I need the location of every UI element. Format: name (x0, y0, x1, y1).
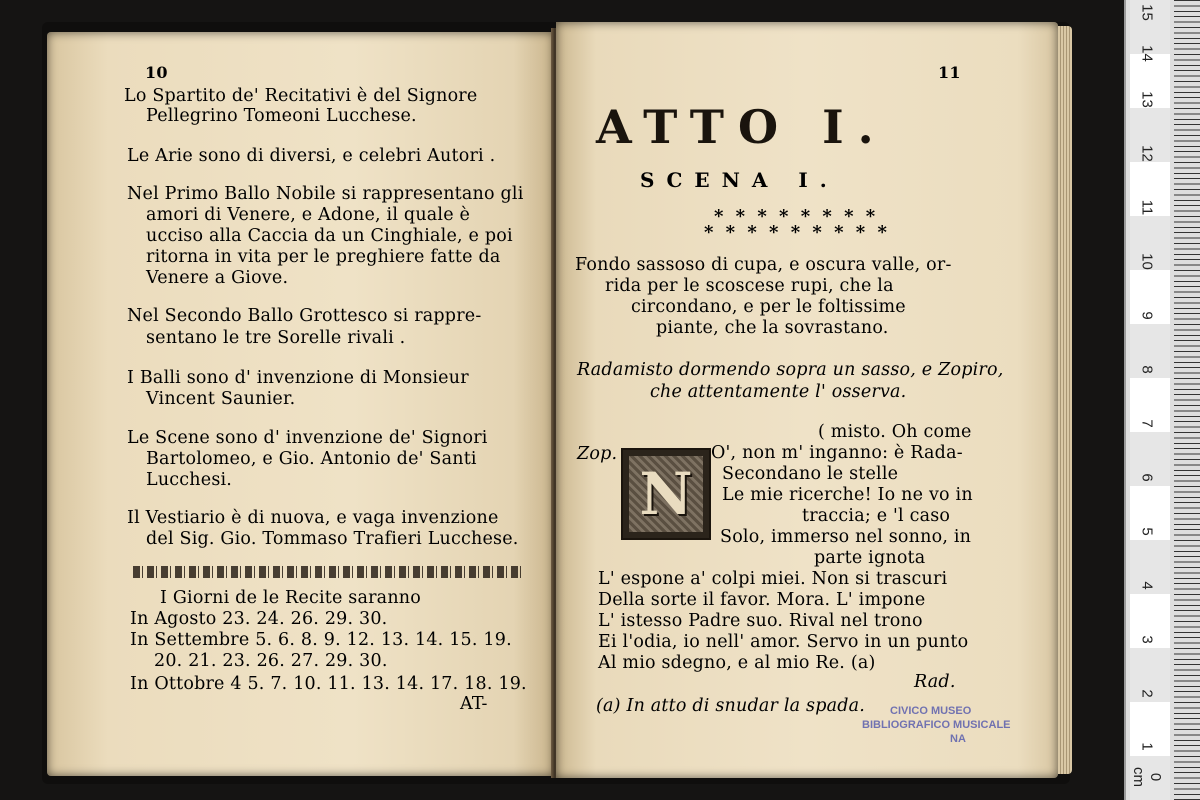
ruler-label: 3 (1138, 635, 1156, 644)
ornament-divider (133, 566, 521, 578)
ruler-label: 15 (1138, 4, 1156, 21)
ruler-label: 10 (1138, 253, 1156, 270)
left-line: Vincent Saunier. (146, 389, 296, 409)
left-line: ritorna in vita per le preghiere fatte da (146, 247, 501, 267)
verse-line: traccia; e 'l caso (802, 506, 951, 526)
left-line: Lucchesi. (146, 470, 233, 490)
stage-direction-line: Radamisto dormendo sopra un sasso, e Zopiro, (577, 360, 1004, 380)
ruler-label: 4 (1138, 581, 1156, 590)
stars-row: * * * * * * * * (714, 206, 879, 227)
left-line: Lo Spartito de' Recitativi è del Signore (124, 86, 478, 106)
measurement-ruler (1124, 0, 1200, 800)
left-line: In Settembre 5. 6. 8. 9. 12. 13. 14. 15. 19. (130, 630, 512, 650)
left-line: Pellegrino Tomeoni Lucchese. (146, 106, 417, 126)
left-line: del Sig. Gio. Tommaso Trafieri Lucchese. (146, 529, 519, 549)
ruler-label: 0 cm (1130, 767, 1164, 787)
setting-line: piante, che la sovrastano. (656, 318, 889, 338)
left-line: Nel Secondo Ballo Grottesco si rappre- (127, 306, 482, 326)
left-line: amori di Venere, e Adone, il quale è (146, 205, 471, 225)
left-line: ucciso alla Caccia da un Cinghiale, e poi (146, 226, 513, 246)
stage-direction-line: che attentamente l' osserva. (650, 382, 907, 402)
verse-line: Secondano le stelle (722, 464, 899, 484)
page-edges (1058, 26, 1072, 774)
right-page-number: 11 (938, 63, 961, 82)
library-stamp (862, 704, 1011, 746)
verse-line: L' istesso Padre suo. Rival nel trono (598, 611, 923, 631)
verse-line: parte ignota (814, 548, 926, 568)
ruler-label: 1 (1138, 742, 1156, 751)
verse-line: Della sorte il favor. Mora. L' impone (598, 590, 926, 610)
verse-line: ( misto. Oh come (818, 422, 972, 442)
ruler-label: 8 (1138, 365, 1156, 374)
verse-line: Le mie ricerche! Io ne vo in (722, 485, 973, 505)
ruler-label: 7 (1138, 419, 1156, 428)
left-line: sentano le tre Sorelle rivali . (146, 328, 406, 348)
ruler-label: 5 (1138, 527, 1156, 536)
verse-line: Solo, immerso nel sonno, in (720, 527, 972, 547)
ruler-label: 6 (1138, 473, 1156, 482)
left-line: I Balli sono d' invenzione di Monsieur (127, 368, 469, 388)
catchword-right: Rad. (914, 672, 956, 692)
stars-row: * * * * * * * * * (704, 222, 890, 243)
verse-line: Al mio sdegno, e al mio Re. (a) (598, 653, 876, 673)
ruler-label: 14 (1138, 45, 1156, 62)
setting-line: rida per le scoscese rupi, che la (605, 276, 894, 296)
speaker-label: Zop. (577, 444, 618, 464)
stamp-line: CIVICO MUSEO (890, 705, 972, 717)
left-line: I Giorni de le Recite saranno (160, 588, 421, 608)
act-title: ATTO I. (596, 100, 888, 154)
setting-line: Fondo sassoso di cupa, e oscura valle, or- (575, 255, 952, 275)
left-line: Nel Primo Ballo Nobile si rappresentano gli (127, 184, 524, 204)
footnote: (a) In atto di snudar la spada. (596, 696, 866, 716)
catchword-left: AT- (460, 694, 488, 714)
left-line: In Agosto 23. 24. 26. 29. 30. (130, 609, 388, 629)
decorated-initial (621, 448, 711, 540)
left-line: Venere a Giove. (146, 268, 289, 288)
left-line: Il Vestiario è di nuova, e vaga invenzione (127, 508, 499, 528)
ruler-label: 12 (1138, 145, 1156, 162)
left-line: Le Scene sono d' invenzione de' Signori (127, 428, 488, 448)
verse-line: Ei l'odia, io nell' amor. Servo in un punto (598, 632, 969, 652)
ruler-label: 11 (1138, 199, 1156, 216)
left-line: Bartolomeo, e Gio. Antonio de' Santi (146, 449, 477, 469)
left-line: Le Arie sono di diversi, e celebri Autori . (127, 146, 496, 166)
left-line: 20. 21. 23. 26. 27. 29. 30. (154, 651, 388, 671)
left-page-number: 10 (145, 63, 168, 82)
scene-title: SCENA I. (640, 168, 839, 192)
stamp-line: BIBLIOGRAFICO MUSICALE (862, 719, 1011, 731)
ruler-label: 13 (1138, 91, 1156, 108)
left-line: In Ottobre 4 5. 7. 10. 11. 13. 14. 17. 18. 19. (130, 674, 527, 694)
ruler-label: 9 (1138, 311, 1156, 320)
initial-letter: N (639, 460, 693, 528)
setting-line: circondano, e per le foltissime (631, 297, 906, 317)
stamp-line: NA (950, 733, 966, 745)
verse-line: L' espone a' colpi miei. Non si trascuri (598, 569, 948, 589)
ruler-label: 2 (1138, 689, 1156, 698)
verse-line: O', non m' inganno: è Rada- (711, 443, 963, 463)
ruler-ticks (1174, 0, 1200, 800)
